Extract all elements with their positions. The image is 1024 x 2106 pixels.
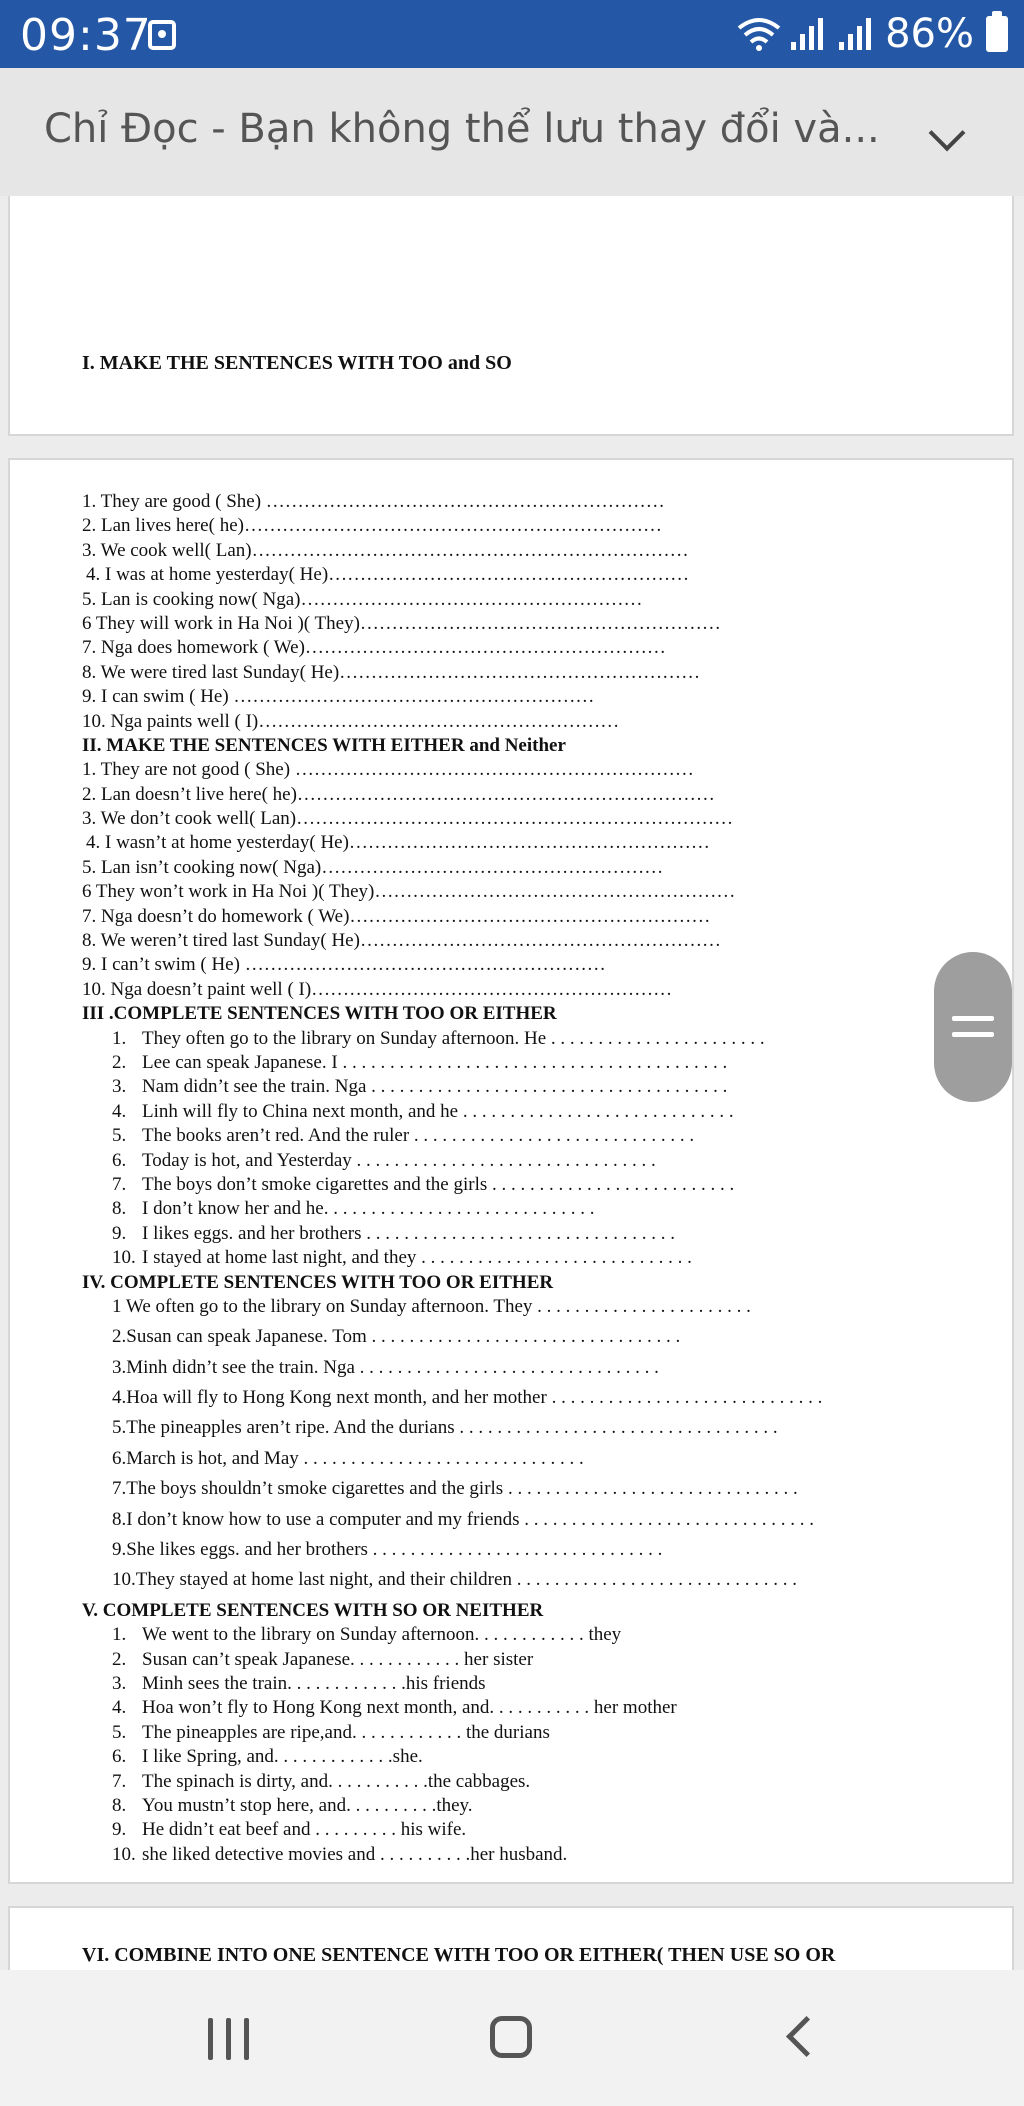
exercise-line: 10. Nga doesn’t paint well ( I)………………………………………………… (82, 978, 673, 1000)
exercise-line (82, 1149, 972, 1173)
section-heading: II. MAKE THE SENTENCES WITH EITHER and Neither (82, 734, 566, 756)
exercise-line: 1 We often go to the library on Sunday afternoon. They . . . . . . . . . . . . . . . . . . . . . . . (112, 1295, 751, 1317)
item-text: The books aren’t red. And the ruler . . . . . . . . . . . . . . . . . . . . . . . . . . . . . . (142, 1125, 695, 1147)
status-right (737, 12, 1008, 56)
status-bar (0, 0, 1024, 68)
item-number: 5. (112, 1125, 127, 1147)
item-text: They often go to the library on Sunday afternoon. He . . . . . . . . . . . . . . . . . . . . . . . (142, 1027, 765, 1049)
item-number: 6. (112, 1746, 127, 1768)
wifi-icon (737, 16, 781, 52)
exercise-line: 7. Nga does homework ( We)………………………………………………… (82, 637, 666, 659)
exercise-line: 7. Nga doesn’t do homework ( We)………………………………………………… (82, 905, 711, 927)
exercise-line: 2. Lan lives here( he)………………………………………………………… (82, 515, 662, 537)
battery-percent: 86% (885, 11, 974, 57)
exercise-content (82, 490, 972, 1867)
exercise-line (82, 1246, 972, 1270)
item-number: 8. (112, 1198, 127, 1220)
item-text: Linh will fly to China next month, and he . . . . . . . . . . . . . . . . . . . . . . . . . . . . . (142, 1100, 734, 1122)
status-time: 09:37 (20, 10, 152, 61)
exercise-line (82, 1794, 972, 1818)
item-number: 1. (112, 1624, 127, 1646)
exercise-line (82, 1051, 972, 1075)
exercise-line: 6 They won’t work in Ha Noi )( They)………………………………………………… (82, 881, 736, 903)
item-text: He didn’t eat beef and . . . . . . . . . his wife. (142, 1819, 467, 1841)
item-text: Hoa won’t fly to Hong Kong next month, and. . . . . . . . . . . her mother (142, 1697, 677, 1719)
item-number: 3. (112, 1672, 127, 1694)
exercise-line (82, 1222, 972, 1246)
item-text: Susan can’t speak Japanese. . . . . . . . . . . . her sister (142, 1648, 534, 1670)
item-number: 5. (112, 1721, 127, 1743)
exercise-line: 2.Susan can speak Japanese. Tom . . . . . . . . . . . . . . . . . . . . . . . . . . . . . . . . . (112, 1326, 681, 1348)
recents-icon[interactable] (206, 2018, 252, 2060)
navigation-bar (0, 1970, 1024, 2106)
exercise-line: 6 They will work in Ha Noi )( They)………………………………………………… (82, 612, 721, 634)
item-number: 7. (112, 1173, 127, 1195)
item-number: 1. (112, 1027, 127, 1049)
exercise-line (82, 1648, 972, 1672)
item-number: 9. (112, 1222, 127, 1244)
item-text: The spinach is dirty, and. . . . . . . . . . .the cabbages. (142, 1770, 531, 1792)
exercise-line: 10.They stayed at home last night, and their children . . . . . . . . . . . . . . . . . . . . . . . . . . . . . . (112, 1569, 797, 1591)
section-heading: IV. COMPLETE SENTENCES WITH TOO OR EITHER (82, 1271, 554, 1293)
item-number: 3. (112, 1076, 127, 1098)
document-page (8, 458, 1014, 1884)
exercise-line: 4.Hoa will fly to Hong Kong next month, and her mother . . . . . . . . . . . . . . . . . . . . . . . . . . . . . (112, 1387, 823, 1409)
section-heading: V. COMPLETE SENTENCES WITH SO OR NEITHER (82, 1599, 544, 1621)
exercise-line (82, 1075, 972, 1099)
item-text: I stayed at home last night, and they . . . . . . . . . . . . . . . . . . . . . . . . . . . . . (142, 1247, 692, 1269)
exercise-line (82, 1173, 972, 1197)
exercise-line: 1. They are good ( She) ……………………………………………………… (82, 491, 665, 512)
exercise-line (82, 1623, 972, 1647)
exercise-line (82, 1696, 972, 1720)
document-area[interactable] (0, 196, 1024, 1970)
exercise-line: 8.I don’t know how to use a computer and my friends . . . . . . . . . . . . . . . . . . . . . . . . . . . . . . . (112, 1508, 815, 1530)
item-text: The pineapples are ripe,and. . . . . . . . . . . . the durians (142, 1721, 550, 1743)
exercise-line (82, 1770, 972, 1794)
exercise-line: 5. Lan is cooking now( Nga)……………………………………………… (82, 588, 643, 610)
item-text: I like Spring, and. . . . . . . . . . . . .she. (142, 1746, 423, 1768)
item-text: The boys don’t smoke cigarettes and the girls . . . . . . . . . . . . . . . . . . . . . . . . . . (142, 1173, 735, 1195)
exercise-line: 10. Nga paints well ( I)………………………………………………… (82, 710, 620, 732)
exercise-line: 2. Lan doesn’t live here( he)………………………………………………………… (82, 783, 715, 805)
exercise-line (82, 1197, 972, 1221)
battery-icon (986, 16, 1008, 52)
item-number: 4. (112, 1100, 127, 1122)
chevron-down-icon[interactable] (929, 115, 966, 152)
item-number: 9. (112, 1819, 127, 1841)
item-number: 2. (112, 1648, 127, 1670)
item-number: 4. (112, 1697, 127, 1719)
item-number: 10. (112, 1843, 136, 1865)
exercise-line: 8. We were tired last Sunday( He)………………………………………………… (82, 661, 701, 683)
item-text: Minh sees the train. . . . . . . . . . . . .his friends (142, 1672, 486, 1694)
item-number: 10. (112, 1247, 136, 1269)
item-number: 6. (112, 1149, 127, 1171)
exercise-line: 3. We cook well( Lan)…………………………………………………………… (82, 539, 689, 561)
exercise-line: 6.March is hot, and May . . . . . . . . . . . . . . . . . . . . . . . . . . . . . . (112, 1447, 584, 1469)
item-text: I don’t know her and he. . . . . . . . . . . . . . . . . . . . . . . . . . . . . (142, 1198, 595, 1220)
back-icon[interactable] (786, 2016, 827, 2057)
exercise-line: 8. We weren’t tired last Sunday( He)………………………………………………… (82, 930, 721, 952)
exercise-line (82, 1124, 972, 1148)
exercise-line: 9. I can swim ( He) ………………………………………………… (82, 686, 595, 708)
section-heading: VI. COMBINE INTO ONE SENTENCE WITH TOO OR EITHER( THEN USE SO OR (82, 1944, 836, 1966)
exercise-line: 9.She likes eggs. and her brothers . . . . . . . . . . . . . . . . . . . . . . . . . . . . . . . (112, 1539, 663, 1561)
exercise-line (82, 1721, 972, 1745)
document-page (8, 1906, 1014, 1970)
exercise-line: 5.The pineapples aren’t ripe. And the durians . . . . . . . . . . . . . . . . . . . . . . . . . . . . . . . . . . (112, 1417, 778, 1439)
document-page (8, 196, 1014, 436)
exercise-line: 7.The boys shouldn’t smoke cigarettes and the girls . . . . . . . . . . . . . . . . . . . . . . . . . . . . . . . (112, 1478, 798, 1500)
item-text: she liked detective movies and . . . . . . . . . .her husband. (142, 1843, 568, 1865)
section-heading: I. MAKE THE SENTENCES WITH TOO and SO (82, 352, 512, 374)
item-text: You mustn’t stop here, and. . . . . . . . . .they. (142, 1794, 473, 1816)
exercise-line: 9. I can’t swim ( He) ………………………………………………… (82, 954, 606, 976)
exercise-line: 3.Minh didn’t see the train. Nga . . . . . . . . . . . . . . . . . . . . . . . . . . . . . . . . (112, 1356, 659, 1378)
section-heading: III .COMPLETE SENTENCES WITH TOO OR EITHER (82, 1003, 557, 1025)
item-number: 8. (112, 1794, 127, 1816)
item-text: We went to the library on Sunday afternoon. . . . . . . . . . . . they (142, 1624, 622, 1646)
scroll-handle[interactable] (934, 952, 1012, 1102)
exercise-line (82, 1745, 972, 1769)
exercise-line (82, 1843, 972, 1867)
signal-icon (837, 16, 877, 52)
exercise-line (82, 1672, 972, 1696)
notification-icon (148, 20, 176, 50)
signal-icon (789, 16, 829, 52)
exercise-line: 4. I wasn’t at home yesterday( He)………………………………………………… (86, 832, 710, 854)
item-text: Today is hot, and Yesterday . . . . . . . . . . . . . . . . . . . . . . . . . . . . . . . . (142, 1149, 656, 1171)
exercise-line: 1. They are not good ( She) ……………………………………………………… (82, 759, 694, 781)
exercise-line (82, 1818, 972, 1842)
exercise-line: 4. I was at home yesterday( He)………………………………………………… (86, 564, 690, 586)
item-text: Nam didn’t see the train. Nga . . . . . . . . . . . . . . . . . . . . . . . . . . . . . . . . . . . . . . (142, 1076, 728, 1098)
document-title[interactable]: Chỉ Đọc - Bạn không thể lưu thay đổi và... (44, 106, 880, 152)
title-bar[interactable] (0, 68, 1024, 197)
home-icon[interactable] (490, 2016, 532, 2058)
item-number: 2. (112, 1051, 127, 1073)
exercise-line (82, 1100, 972, 1124)
exercise-line: 5. Lan isn’t cooking now( Nga)……………………………………………… (82, 856, 664, 878)
exercise-line (82, 1027, 972, 1051)
item-number: 7. (112, 1770, 127, 1792)
item-text: Lee can speak Japanese. I . . . . . . . . . . . . . . . . . . . . . . . . . . . . . . . . . . . . . . . . . (142, 1051, 728, 1073)
item-text: I likes eggs. and her brothers . . . . . . . . . . . . . . . . . . . . . . . . . . . . . . . . . (142, 1222, 675, 1244)
exercise-line: 3. We don’t cook well( Lan)…………………………………………………………… (82, 808, 734, 830)
